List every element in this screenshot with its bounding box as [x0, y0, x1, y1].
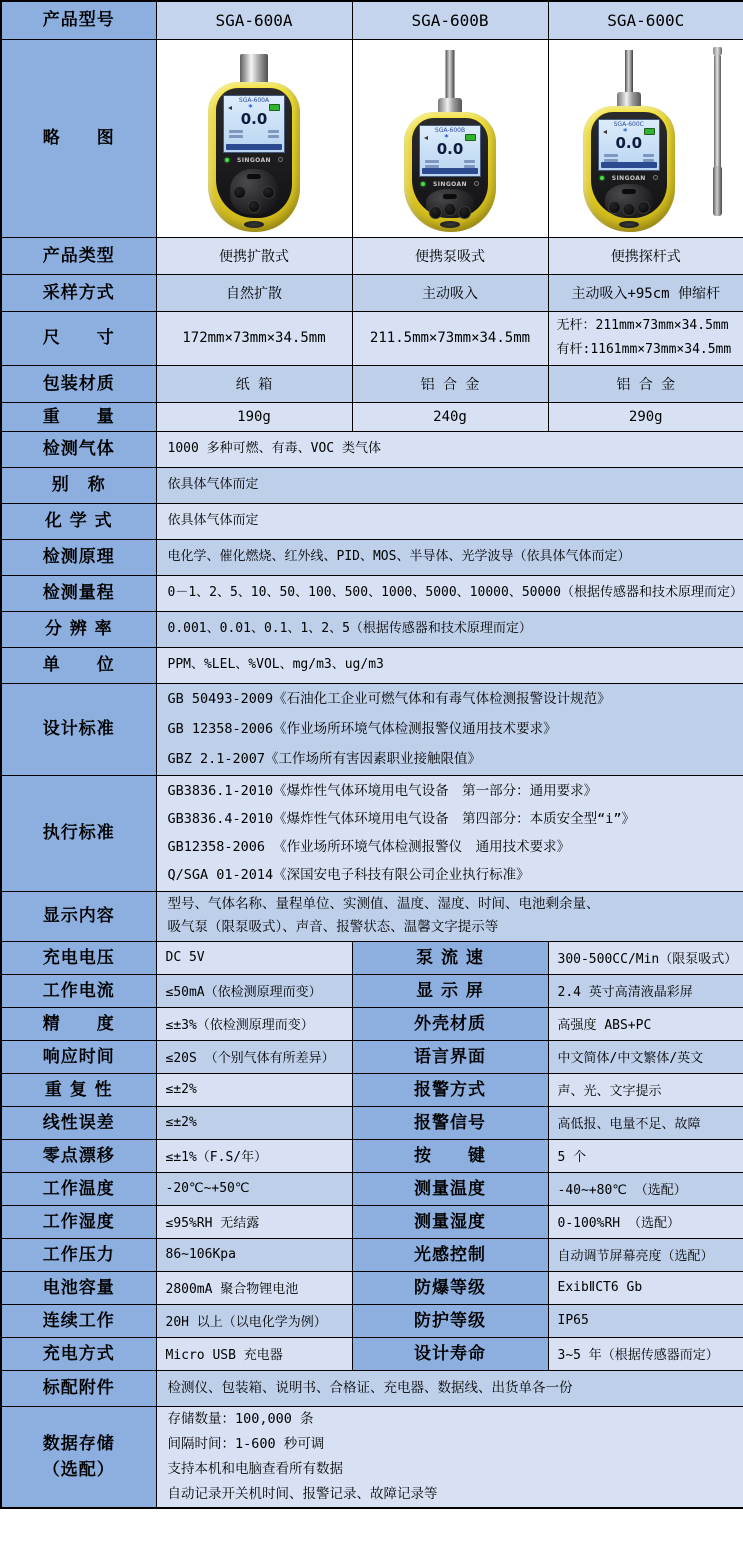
row-response-time [1, 1040, 743, 1073]
row-design-standards [1, 683, 743, 775]
screen-info-bar [229, 130, 243, 133]
label-text: 按 键 [414, 1145, 486, 1166]
response-time-label [1, 1040, 156, 1073]
sampling-method-value: 主动吸入+95cm 伸缩杆 [548, 274, 743, 311]
fan-icon: * [623, 127, 628, 136]
power-icon [653, 175, 658, 180]
cell-line: GB 12358-2006《作业场所环境气体检测报警仪通用技术要求》 [167, 721, 557, 737]
dimensions-value: 172mm×73mm×34.5mm [156, 311, 352, 365]
cell-line: 依具体气体而定 [167, 477, 259, 492]
detection-range-label [1, 575, 156, 611]
row-target-gases [1, 431, 743, 467]
screen-status-bar [601, 162, 657, 168]
language-value: 中文简体/中文繁体/英文 [548, 1040, 743, 1073]
measure-humidity-label [352, 1205, 548, 1238]
menu-button [442, 193, 458, 200]
speaker-icon [228, 106, 232, 110]
label-text: 重 复 性 [44, 1079, 113, 1100]
screen-reading: 0.0 [240, 110, 268, 128]
weight-value: 290g [548, 402, 743, 431]
display-screen-value: 2.4 英寸高清液晶彩屏 [548, 974, 743, 1007]
response-time-value: ≤20S （个别气体有所差异） [156, 1040, 352, 1073]
zero-drift-value: ≤±1%（F.S/年） [156, 1139, 352, 1172]
device-screen [419, 125, 481, 177]
row-battery-capacity [1, 1271, 743, 1304]
cell-line: 存储数量：100,000 条 [167, 1410, 314, 1427]
data-storage-label [1, 1406, 156, 1508]
cell-line: 检测仪、包装箱、说明书、合格证、充电器、数据线、出货单各一份 [167, 1380, 573, 1396]
working-humidity-value: ≤95%RH 无结露 [156, 1205, 352, 1238]
weight-label [1, 402, 156, 431]
design-life-value: 3~5 年（根据传感器而定） [548, 1337, 743, 1370]
screen-info-bar [268, 135, 279, 138]
row-charging-method [1, 1337, 743, 1370]
charging-voltage-label [1, 941, 156, 974]
keypad-button [444, 203, 457, 216]
row-zero-drift [1, 1139, 743, 1172]
screen-info-bar [604, 154, 618, 157]
repeatability-label [1, 1073, 156, 1106]
dimensions-value: 211.5mm×73mm×34.5mm [352, 311, 548, 365]
row-working-pressure [1, 1238, 743, 1271]
menu-button [621, 188, 637, 195]
label-text: 防护等级 [414, 1310, 486, 1331]
screen-info-row [226, 130, 282, 133]
sampling-method-value: 自然扩散 [156, 274, 352, 311]
speaker-icon [603, 130, 607, 134]
shell-material-value: 高强度 ABS+PC [548, 1007, 743, 1040]
keypad [605, 184, 653, 218]
working-pressure-label [1, 1238, 156, 1271]
alarm-signal-label [352, 1106, 548, 1139]
screen-reading: 0.0 [436, 140, 464, 158]
shell-material-label [352, 1007, 548, 1040]
keypad-button [608, 201, 621, 214]
chemical-formula-value [156, 503, 743, 539]
weight-value: 190g [156, 402, 352, 431]
screen-info-bar [229, 135, 243, 138]
label-text: 泵 流 速 [416, 947, 484, 968]
row-continuous-working [1, 1304, 743, 1337]
label-text: 别 称 [51, 475, 106, 495]
label-text: 线性误差 [42, 1112, 115, 1133]
label-text: 测量湿度 [414, 1211, 486, 1232]
cell-line: 电化学、催化燃烧、红外线、PID、MOS、半导体、光学波导（依具体气体而定） [167, 549, 631, 564]
row-accuracy [1, 1007, 743, 1040]
weight-value: 240g [352, 402, 548, 431]
rubber-boot [404, 112, 496, 232]
label-text: 充电方式 [42, 1343, 115, 1364]
alarm-signal-value: 高低报、电量不足、故障 [548, 1106, 743, 1139]
brand-row [419, 179, 481, 186]
protection-class-value: IP65 [548, 1304, 743, 1337]
charging-method-value: Micro USB 充电器 [156, 1337, 352, 1370]
product-type-label [1, 237, 156, 274]
target-gases-label [1, 431, 156, 467]
display-content-value [156, 891, 743, 941]
brand-row [223, 155, 285, 166]
product-image-cell-sga-600a [156, 39, 352, 237]
screen-info-bar [643, 154, 654, 157]
row-repeatability [1, 1073, 743, 1106]
screen-info-row [226, 135, 282, 138]
charging-voltage-value: DC 5V [156, 941, 352, 974]
cell-line: GBZ 2.1-2007《工作场所有害因素职业接触限值》 [167, 751, 482, 767]
label-text: 显示内容 [42, 906, 115, 926]
screen-info-bar [268, 130, 279, 133]
execution-standards-value [156, 775, 743, 891]
label-text: 分 辨 率 [44, 619, 113, 639]
cell-line: 自动记录开关机时间、报警记录、故障记录等 [167, 1485, 438, 1502]
label-text: 包装材质 [42, 373, 115, 394]
working-current-label [1, 974, 156, 1007]
brand-label: SINGOAN [237, 157, 271, 164]
design-standards-label [1, 683, 156, 775]
keypad [230, 169, 278, 215]
keypad-button [458, 206, 471, 219]
row-alias [1, 467, 743, 503]
fan-icon: * [444, 133, 449, 142]
screen-info-bar [425, 160, 439, 163]
screen-info-bar [464, 160, 475, 163]
device-illustration-sga-600a [157, 42, 352, 234]
measure-humidity-value: 0-100%RH （选配） [548, 1205, 743, 1238]
label-text: 外壳材质 [414, 1013, 486, 1034]
label-text: 化 学 式 [44, 511, 113, 531]
row-execution-standards [1, 775, 743, 891]
target-gases-value [156, 431, 743, 467]
label-text: （选配） [42, 1459, 115, 1480]
brand-row [598, 173, 660, 181]
continuous-working-value: 20H 以上（以电化学为例） [156, 1304, 352, 1337]
device-body [400, 48, 500, 234]
menu-button [246, 173, 262, 180]
label-text: 工作温度 [42, 1178, 115, 1199]
speaker-grille [440, 221, 460, 228]
light-control-label [352, 1238, 548, 1271]
accuracy-value: ≤±3%（依检测原理而变） [156, 1007, 352, 1040]
label-text: 连续工作 [42, 1310, 115, 1331]
alarm-mode-label [352, 1073, 548, 1106]
unit-value [156, 647, 743, 683]
measure-temperature-label [352, 1172, 548, 1205]
cell-line: GB3836.1-2010《爆炸性气体环境用电气设备 第一部分：通用要求》 [167, 783, 598, 799]
charging-method-label [1, 1337, 156, 1370]
speaker-grille [619, 221, 639, 228]
working-temperature-label [1, 1172, 156, 1205]
accuracy-label [1, 1007, 156, 1040]
design-life-label [352, 1337, 548, 1370]
row-weight [1, 402, 743, 431]
device-body [579, 48, 679, 234]
brand-label: SINGOAN [433, 181, 467, 188]
label-text: 设计标准 [42, 719, 115, 739]
dimensions-label [1, 311, 156, 365]
label-text: 精 度 [42, 1013, 115, 1034]
brand-label: SINGOAN [611, 175, 646, 182]
detection-principle-label [1, 539, 156, 575]
continuous-working-label [1, 1304, 156, 1337]
front-panel [216, 88, 292, 218]
label-text: 产品类型 [42, 245, 115, 266]
sensor-probe [625, 50, 633, 94]
row-standard-accessories [1, 1370, 743, 1406]
repeatability-value: ≤±2% [156, 1073, 352, 1106]
protection-class-label [352, 1304, 548, 1337]
row-packaging [1, 365, 743, 402]
row-working-temperature [1, 1172, 743, 1205]
keypad-button [429, 206, 442, 219]
standard-accessories-label [1, 1370, 156, 1406]
packaging-label [1, 365, 156, 402]
detection-range-value [156, 575, 743, 611]
chemical-formula-label [1, 503, 156, 539]
row-display-content [1, 891, 743, 941]
row-working-current [1, 974, 743, 1007]
rubber-boot [208, 82, 300, 232]
keypad-button [248, 200, 261, 213]
working-humidity-label [1, 1205, 156, 1238]
screen-status-bar [422, 168, 478, 174]
resolution-label [1, 611, 156, 647]
cell-line: 有杆:1161mm×73mm×34.5mm [556, 342, 732, 357]
row-resolution [1, 611, 743, 647]
screen-model-text: SGA-600A [238, 97, 270, 104]
row-detection-principle [1, 539, 743, 575]
data-storage-value [156, 1406, 743, 1508]
row-charging-voltage [1, 941, 743, 974]
keypad [426, 189, 474, 218]
dimensions-value [548, 311, 743, 365]
screen-status-bar [226, 144, 282, 150]
linearity-error-value: ≤±2% [156, 1106, 352, 1139]
cell-line: 依具体气体而定 [167, 513, 259, 528]
buttons-label [352, 1139, 548, 1172]
power-icon [278, 157, 283, 162]
sampling-method-value: 主动吸入 [352, 274, 548, 311]
label-text: 工作湿度 [42, 1211, 115, 1232]
display-screen-label [352, 974, 548, 1007]
display-content-label [1, 891, 156, 941]
rubber-boot [583, 106, 675, 232]
packaging-value: 铝 合 金 [548, 365, 743, 402]
standard-accessories-value [156, 1370, 743, 1406]
language-label [352, 1040, 548, 1073]
packaging-value: 纸 箱 [156, 365, 352, 402]
pump-flow-value: 300-500CC/Min（限泵吸式） [548, 941, 743, 974]
cell-line: 1000 多种可燃、有毒、VOC 类气体 [167, 441, 381, 456]
row-sketch [1, 39, 743, 237]
working-pressure-value: 86~106Kpa [156, 1238, 352, 1271]
label-text: 设计寿命 [414, 1343, 486, 1364]
battery-icon [269, 104, 280, 111]
sampling-method-label [1, 274, 156, 311]
label-text: 电池容量 [42, 1277, 115, 1298]
product-image-cell-sga-600b [352, 39, 548, 237]
product-type-value: 便携泵吸式 [352, 237, 548, 274]
row-unit [1, 647, 743, 683]
label-text: 报警方式 [414, 1079, 486, 1100]
cell-line: 无杆：211mm×73mm×34.5mm [556, 318, 729, 333]
execution-standards-label [1, 775, 156, 891]
row-detection-range [1, 575, 743, 611]
cell-line: 0.001、0.01、0.1、1、2、5（根据传感器和技术原理而定） [167, 621, 532, 636]
row-product-type [1, 237, 743, 274]
telescopic-probe-rod [714, 54, 721, 214]
power-icon [474, 181, 479, 186]
label-text: 采样方式 [42, 282, 115, 303]
battery-capacity-value: 2800mA 聚合物锂电池 [156, 1271, 352, 1304]
row-sampling-method [1, 274, 743, 311]
device-screen [598, 119, 660, 171]
screen-model-text: SGA-600B [434, 127, 466, 134]
packaging-value: 铝 合 金 [352, 365, 548, 402]
label-text: 工作电流 [42, 980, 115, 1001]
label-text: 显 示 屏 [416, 980, 484, 1001]
working-current-value: ≤50mA（依检测原理而变） [156, 974, 352, 1007]
cell-line: 吸气泵（限泵吸式）、声音、报警状态、温馨文字提示等 [167, 919, 499, 935]
label-text: 零点漂移 [42, 1145, 115, 1166]
cell-line: GB 50493-2009《石油化工企业可燃气体和有毒气体检测报警设计规范》 [167, 691, 611, 707]
cell-line: 型号、气体名称、量程单位、实测值、温度、湿度、时间、电池剩余量、 [167, 896, 600, 912]
label-text: 尺 寸 [42, 328, 115, 348]
screen-model-text: SGA-600C [613, 121, 644, 128]
keypad-button [637, 201, 650, 214]
row-dimensions [1, 311, 743, 365]
alarm-mode-value: 声、光、文字提示 [548, 1073, 743, 1106]
label-text: 光感控制 [414, 1244, 486, 1265]
label-text: 执行标准 [42, 823, 115, 843]
battery-icon [465, 134, 476, 141]
resolution-value [156, 611, 743, 647]
measure-temperature-value: -40~+80℃ （选配） [548, 1172, 743, 1205]
spec-table-body [1, 1, 743, 1508]
speaker-icon [424, 136, 428, 140]
row-data-storage [1, 1406, 743, 1508]
battery-capacity-label [1, 1271, 156, 1304]
cell-line: Q/SGA 01-2014《深国安电子科技有限公司企业执行标准》 [167, 867, 530, 883]
alias-value [156, 467, 743, 503]
cell-line: PPM、%LEL、%VOL、mg/m3、ug/m3 [167, 657, 384, 672]
cell-line: 支持本机和电脑查看所有数据 [167, 1460, 343, 1477]
label-text: 测量温度 [414, 1178, 486, 1199]
buttons-value: 5 个 [548, 1139, 743, 1172]
model-name-sga-600c: SGA-600C [548, 1, 743, 39]
device-illustration-sga-600c [549, 42, 743, 234]
label-text: 标配附件 [42, 1378, 115, 1398]
speaker-grille [244, 221, 264, 228]
unit-label [1, 647, 156, 683]
model-name-sga-600a: SGA-600A [156, 1, 352, 39]
label-text: 检测量程 [42, 583, 115, 603]
product-type-value: 便携探杆式 [548, 237, 743, 274]
design-standards-value [156, 683, 743, 775]
sketch-label [1, 39, 156, 237]
product-image-cell-sga-600c [548, 39, 743, 237]
label-text: 报警信号 [414, 1112, 486, 1133]
screen-info-row [601, 154, 657, 157]
product-type-value: 便携扩散式 [156, 237, 352, 274]
battery-icon [644, 128, 655, 135]
front-panel [412, 118, 488, 218]
row-chemical-formula [1, 503, 743, 539]
label-text: 数据存储 [42, 1433, 115, 1454]
label-text: 防爆等级 [414, 1277, 486, 1298]
working-temperature-value: -20℃~+50℃ [156, 1172, 352, 1205]
sensor-probe [446, 50, 455, 100]
linearity-error-label [1, 1106, 156, 1139]
label-text: 工作压力 [42, 1244, 115, 1265]
row-linearity-error [1, 1106, 743, 1139]
model-header-label [1, 1, 156, 39]
cell-line: 0－1、2、5、10、50、100、500、1000、5000、10000、50000（根据传感器和技术原理而定） [167, 585, 743, 600]
model-name-sga-600b: SGA-600B [352, 1, 548, 39]
light-control-value: 自动调节屏幕亮度（选配） [548, 1238, 743, 1271]
screen-reading: 0.0 [615, 134, 643, 152]
explosion-proof-label [352, 1271, 548, 1304]
label-text: 重 量 [42, 406, 115, 427]
screen-info-row [422, 160, 478, 163]
keypad-button [622, 203, 635, 216]
sensor-cap [240, 54, 268, 84]
cell-line: GB12358-2006 《作业场所环境气体检测报警仪 通用技术要求》 [167, 839, 571, 855]
device-screen [223, 95, 285, 153]
cell-line: GB3836.4-2010《爆炸性气体环境用电气设备 第四部分：本质安全型“i”》 [167, 811, 636, 827]
detection-principle-value [156, 539, 743, 575]
explosion-proof-value: ExibⅡCT6 Gb [548, 1271, 743, 1304]
label-text: 略 图 [42, 128, 115, 148]
front-panel [591, 112, 667, 218]
label-text: 充电电压 [42, 947, 115, 968]
pump-flow-label [352, 941, 548, 974]
label-text: 语言界面 [414, 1046, 486, 1067]
device-illustration-sga-600b [353, 42, 548, 234]
row-model-header [1, 1, 743, 39]
label-text: 响应时间 [42, 1046, 115, 1067]
alias-label [1, 467, 156, 503]
cell-line: 间隔时间：1-600 秒可调 [167, 1435, 325, 1452]
device-body [204, 48, 304, 234]
label-text: 单 位 [42, 655, 115, 675]
keypad-button [262, 186, 275, 199]
fan-icon: * [248, 103, 253, 112]
zero-drift-label [1, 1139, 156, 1172]
keypad-button [233, 186, 246, 199]
label-text: 检测气体 [42, 439, 115, 459]
row-working-humidity [1, 1205, 743, 1238]
label-text: 检测原理 [42, 547, 115, 567]
label-text: 产品型号 [42, 10, 115, 31]
